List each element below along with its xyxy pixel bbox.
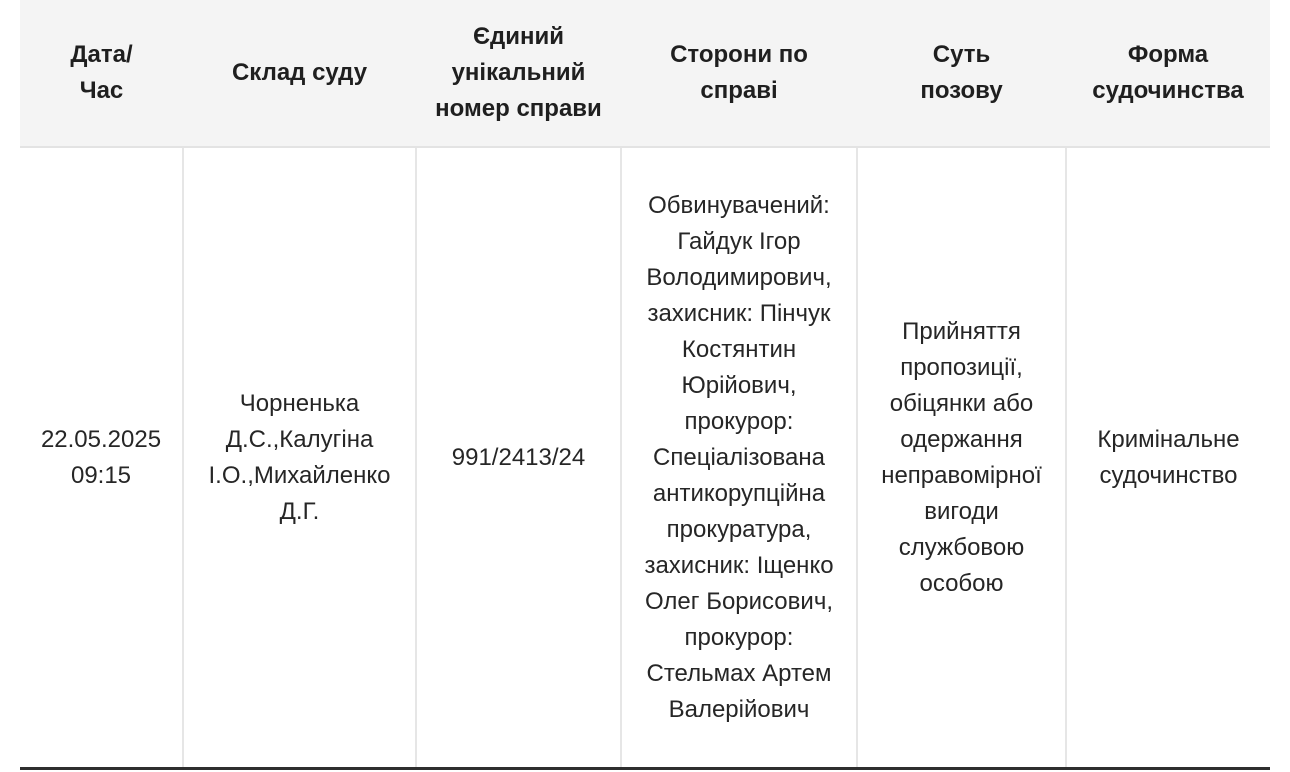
table-row	[20, 147, 1270, 767]
header-parties[interactable]: Сторони по справі	[621, 0, 857, 147]
cell-procedure: Кримінальне судочинство	[1097, 425, 1240, 489]
cell-parties: Обвинувачений: Гайдук Ігор Володимирович, захисник: Пінчук Костянтин Юрійович, прокурор: Спеціалізована антикорупційна прокуратура, захисник: Іщенко Олег Борисович, прокурор: Стельмах Артем Валерійович	[621, 147, 857, 767]
cell-claim: Прийняття пропозиції, обіцянки або одержання неправомірної вигоди службовою особою	[857, 147, 1066, 767]
header-row	[20, 0, 1270, 147]
cell-date-time	[20, 147, 183, 767]
court-schedule-table-wrapper	[20, 0, 1270, 770]
header-court[interactable]: Склад суду	[183, 0, 416, 147]
court-schedule-table	[20, 0, 1270, 767]
hearing-date: 22.05.2025	[40, 425, 162, 453]
table-bottom-border	[20, 767, 1270, 770]
hearing-time: 09:15	[70, 461, 132, 489]
header-procedure[interactable]: Форма судочинства	[1066, 0, 1270, 147]
cell-court: Чорненька Д.С.,Калугіна І.О.,Михайленко Д.Г.	[183, 147, 416, 767]
header-date-time[interactable]: Дата/ Час	[20, 0, 183, 147]
table-body	[20, 147, 1270, 767]
header-case-number[interactable]: Єдиний унікальний номер справи	[416, 0, 621, 147]
cell-case-number: 991/2413/24	[416, 147, 621, 767]
header-claim[interactable]: Суть позову	[857, 0, 1066, 147]
table-header	[20, 0, 1270, 147]
